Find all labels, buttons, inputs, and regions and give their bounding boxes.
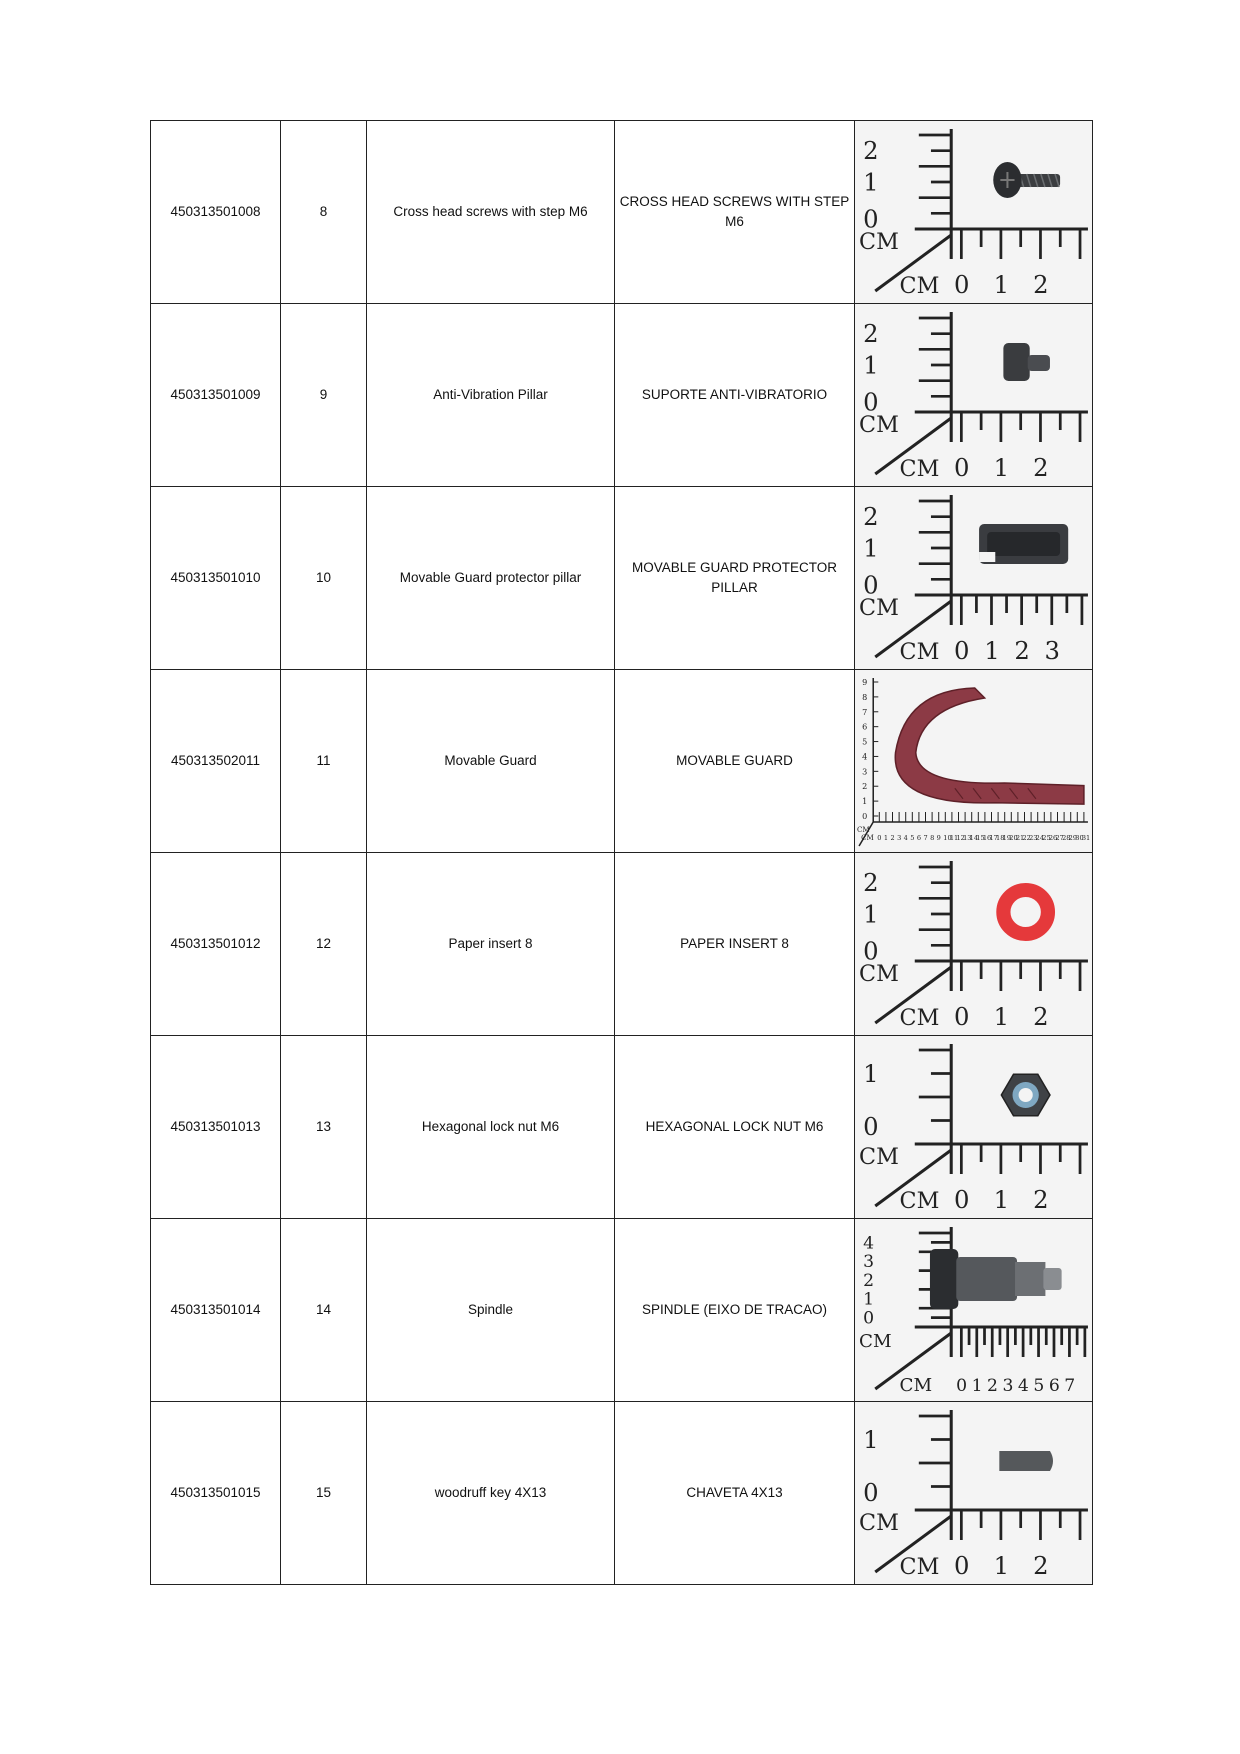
part-photo-with-scale [855, 1036, 1092, 1218]
ruler-left-label: 2 [863, 503, 879, 532]
ruler-left-label: 0 [863, 571, 879, 600]
ruler-bottom-label: 1 [984, 637, 1000, 665]
part-code: 450313501012 [151, 853, 281, 1036]
parts-table-body [151, 121, 1093, 1585]
ruler-left-label: 4 [863, 1233, 875, 1254]
ruler-left-label: 0 [863, 937, 879, 966]
ruler-bottom-label: 17 [989, 834, 998, 842]
ruler-corner-label: CM [859, 961, 899, 987]
ruler-bottom-label: 1 [883, 834, 889, 842]
ruler-corner-label: CM [859, 229, 899, 255]
ruler-bottom-label: 1 [993, 454, 1010, 482]
ruler-bottom-label: 15 [976, 834, 985, 842]
part-name-en: Hexagonal lock nut M6 [367, 1036, 615, 1219]
ruler-left-label: 2 [863, 1271, 875, 1291]
ruler-bottom-label: 2 [987, 1376, 999, 1396]
ruler-bottom-label: 0 [956, 1376, 968, 1396]
ruler-axes [875, 1044, 1088, 1206]
ruler-left-label: 1 [863, 1289, 875, 1310]
ruler-bottom-label: 1 [993, 1186, 1010, 1214]
ruler-bottom-label: 1 [993, 1003, 1010, 1031]
ruler-left-label: 1 [863, 168, 879, 197]
item-number: 13 [281, 1036, 367, 1219]
part-photo [855, 487, 1093, 670]
ruler-left-label: 0 [862, 812, 868, 821]
ruler-bottom-label: 1 [971, 1376, 983, 1396]
ruler-left-label: 1 [863, 900, 879, 929]
ruler-left-label: 2 [862, 782, 868, 792]
part-code: 450313501014 [151, 1219, 281, 1402]
ruler-bottom-label: 18 [996, 834, 1005, 842]
ruler-bottom-label: 22 [1022, 834, 1031, 842]
ruler-bottom-label: 2 [1033, 1003, 1049, 1031]
ruler-bottom-label: 12 [956, 834, 965, 842]
ruler-left-label: 0 [863, 205, 879, 234]
part-name-pt: MOVABLE GUARD [615, 670, 855, 853]
ruler-corner-label: CM [899, 639, 940, 665]
part-name-en: Movable Guard protector pillar [367, 487, 615, 670]
table-row [151, 670, 1093, 853]
part-name-en: Movable Guard [367, 670, 615, 853]
item-number: 12 [281, 853, 367, 1036]
part-photo-with-scale [855, 487, 1092, 669]
ruler-bottom-label: 30 [1075, 834, 1084, 842]
pillar-icon [1003, 343, 1050, 381]
ruler-bottom-label: 2 [1033, 1186, 1049, 1214]
movable-guard-icon [895, 688, 1084, 804]
part-photo [855, 304, 1093, 487]
part-name-en: Spindle [367, 1219, 615, 1402]
part-name-pt: SPINDLE (EIXO DE TRACAO) [615, 1219, 855, 1402]
ruler-bottom-label: 2 [1033, 1552, 1049, 1580]
ruler-bottom-label: 24 [1035, 834, 1045, 842]
ruler-left-label: 1 [863, 351, 879, 380]
table-row [151, 487, 1093, 670]
ruler-left-label: 6 [862, 722, 868, 732]
ruler-bottom-label: 7 [923, 834, 928, 842]
ruler-left-label: 4 [862, 752, 868, 762]
part-photo-with-scale [855, 670, 1092, 852]
ruler-bottom-label: 7 [1064, 1376, 1076, 1396]
ruler-left-label: 1 [863, 1426, 879, 1454]
item-number: 14 [281, 1219, 367, 1402]
ruler-bottom-label: 21 [1015, 834, 1025, 842]
part-photo-with-scale [855, 853, 1092, 1035]
ruler-bottom-label: 2 [1033, 454, 1049, 482]
part-photo-with-scale [855, 121, 1092, 303]
hex-lock-nut-icon [1001, 1074, 1050, 1116]
ruler-corner-label: CM [899, 456, 940, 482]
part-code: 450313501015 [151, 1402, 281, 1585]
ruler-bottom-label: 1 [993, 1552, 1010, 1580]
ruler-bottom-label: 0 [877, 834, 882, 842]
part-name-pt: HEXAGONAL LOCK NUT M6 [615, 1036, 855, 1219]
ruler-left-label: 2 [863, 137, 879, 166]
ruler-left-label: 9 [862, 678, 868, 687]
ruler-axes [859, 678, 1091, 846]
ruler-left-label: 0 [863, 1308, 875, 1329]
ruler-left-label: 0 [863, 388, 879, 417]
ruler-bottom-label: 29 [1068, 834, 1078, 842]
ruler-bottom-label: 8 [930, 834, 935, 842]
ruler-left-label: 3 [863, 1252, 875, 1273]
ruler-bottom-label: 4 [903, 834, 908, 842]
item-number: 10 [281, 487, 367, 670]
part-photo-with-scale [855, 304, 1092, 486]
ruler-axes [875, 1410, 1088, 1572]
part-code: 450313501009 [151, 304, 281, 487]
paper-insert-ring-icon [1003, 890, 1048, 934]
ruler-corner-label: CM [859, 1144, 899, 1170]
ruler-corner-label: CM [899, 1375, 933, 1396]
parts-table [150, 120, 1093, 1585]
ruler-bottom-label: 5 [910, 834, 915, 842]
item-number: 15 [281, 1402, 367, 1585]
ruler-bottom-label: 16 [982, 834, 992, 842]
table-row [151, 304, 1093, 487]
part-code: 450313501013 [151, 1036, 281, 1219]
ruler-bottom-label: 3 [1044, 637, 1060, 665]
part-name-pt: CHAVETA 4X13 [615, 1402, 855, 1585]
ruler-bottom-label: 6 [1048, 1376, 1060, 1396]
ruler-bottom-label: 28 [1062, 834, 1071, 842]
item-number: 8 [281, 121, 367, 304]
ruler-bottom-label: 2 [1033, 271, 1049, 299]
ruler-bottom-label: 2 [890, 834, 895, 842]
part-photo [855, 1219, 1093, 1402]
ruler-left-label: 1 [863, 534, 879, 563]
part-code: 450313501010 [151, 487, 281, 670]
part-photo [855, 121, 1093, 304]
part-photo-with-scale [855, 1219, 1092, 1401]
ruler-bottom-label: 0 [954, 1552, 970, 1580]
table-row [151, 1036, 1093, 1219]
ruler-bottom-label: 3 [1002, 1376, 1014, 1396]
ruler-corner-label: CM [899, 1554, 940, 1580]
ruler-left-label: 7 [862, 707, 868, 717]
table-row [151, 1402, 1093, 1585]
table-row [151, 853, 1093, 1036]
ruler-bottom-label: 0 [954, 1003, 970, 1031]
part-name-pt: PAPER INSERT 8 [615, 853, 855, 1036]
ruler-bottom-label: 20 [1009, 834, 1018, 842]
ruler-bottom-label: 0 [954, 1186, 970, 1214]
ruler-bottom-label: 1 [993, 271, 1010, 299]
ruler-bottom-label: 2 [1014, 637, 1030, 665]
ruler-bottom-label: 25 [1042, 834, 1051, 842]
ruler-bottom-label: 26 [1048, 834, 1058, 842]
woodruff-key-icon [999, 1451, 1053, 1471]
ruler-corner-label: CM [899, 273, 940, 299]
part-name-en: woodruff key 4X13 [367, 1402, 615, 1585]
ruler-corner-label: CM [899, 1005, 940, 1031]
ruler-corner-label: CM [859, 1331, 892, 1352]
ruler-axes [875, 312, 1088, 474]
part-code: 450313501008 [151, 121, 281, 304]
part-name-en: Paper insert 8 [367, 853, 615, 1036]
ruler-corner-label: CM [859, 595, 899, 621]
ruler-bottom-label: 23 [1029, 834, 1038, 842]
part-photo [855, 853, 1093, 1036]
ruler-corner-label: CM [857, 825, 870, 834]
part-name-en: Cross head screws with step M6 [367, 121, 615, 304]
part-name-pt: CROSS HEAD SCREWS WITH STEP M6 [615, 121, 855, 304]
item-number: 11 [281, 670, 367, 853]
ruler-left-label: 2 [863, 869, 879, 898]
part-code: 450313502011 [151, 670, 281, 853]
ruler-left-label: 1 [862, 797, 868, 807]
ruler-bottom-label: 0 [954, 454, 970, 482]
spindle-icon [930, 1249, 1062, 1309]
item-number: 9 [281, 304, 367, 487]
ruler-bottom-label: 0 [954, 271, 970, 299]
table-row [151, 1219, 1093, 1402]
ruler-bottom-label: 3 [897, 834, 902, 842]
ruler-bottom-label: 9 [936, 834, 941, 842]
ruler-bottom-label: 27 [1055, 834, 1064, 842]
ruler-axes [875, 495, 1088, 657]
part-name-pt: SUPORTE ANTI-VIBRATORIO [615, 304, 855, 487]
ruler-corner-label: CM [859, 1510, 899, 1536]
ruler-corner-label: CM [859, 412, 899, 438]
ruler-left-label: 8 [862, 692, 868, 702]
ruler-bottom-label: 10 [943, 834, 952, 842]
ruler-corner-label: CM [899, 1188, 940, 1214]
part-name-pt: MOVABLE GUARD PROTECTOR PILLAR [615, 487, 855, 670]
part-photo [855, 1402, 1093, 1585]
ruler-left-label: 2 [863, 320, 879, 349]
ruler-bottom-label: 19 [1002, 834, 1012, 842]
part-photo-with-scale [855, 1402, 1092, 1584]
cross-head-screw-icon [993, 162, 1060, 198]
ruler-axes [875, 129, 1088, 291]
ruler-bottom-label: 4 [1017, 1376, 1029, 1396]
ruler-left-label: 5 [862, 737, 868, 747]
ruler-axes [875, 1227, 1088, 1389]
ruler-left-label: 3 [862, 767, 868, 777]
ruler-bottom-label: 14 [969, 834, 979, 842]
part-photo [855, 1036, 1093, 1219]
ruler-bottom-label: 31 [1081, 834, 1091, 842]
ruler-bottom-label: 11 [949, 834, 959, 842]
ruler-corner-label: CM [861, 833, 874, 842]
ruler-bottom-label: 0 [954, 637, 970, 665]
ruler-left-label: 0 [863, 1479, 879, 1507]
ruler-bottom-label: 5 [1033, 1376, 1045, 1396]
ruler-left-label: 1 [863, 1060, 879, 1088]
ruler-axes [875, 861, 1088, 1023]
table-row [151, 121, 1093, 304]
ruler-bottom-label: 13 [963, 834, 972, 842]
ruler-left-label: 0 [863, 1113, 879, 1141]
part-name-en: Anti-Vibration Pillar [367, 304, 615, 487]
ruler-bottom-label: 6 [916, 834, 922, 842]
guard-pillar-icon [979, 524, 1068, 564]
part-photo [855, 670, 1093, 853]
